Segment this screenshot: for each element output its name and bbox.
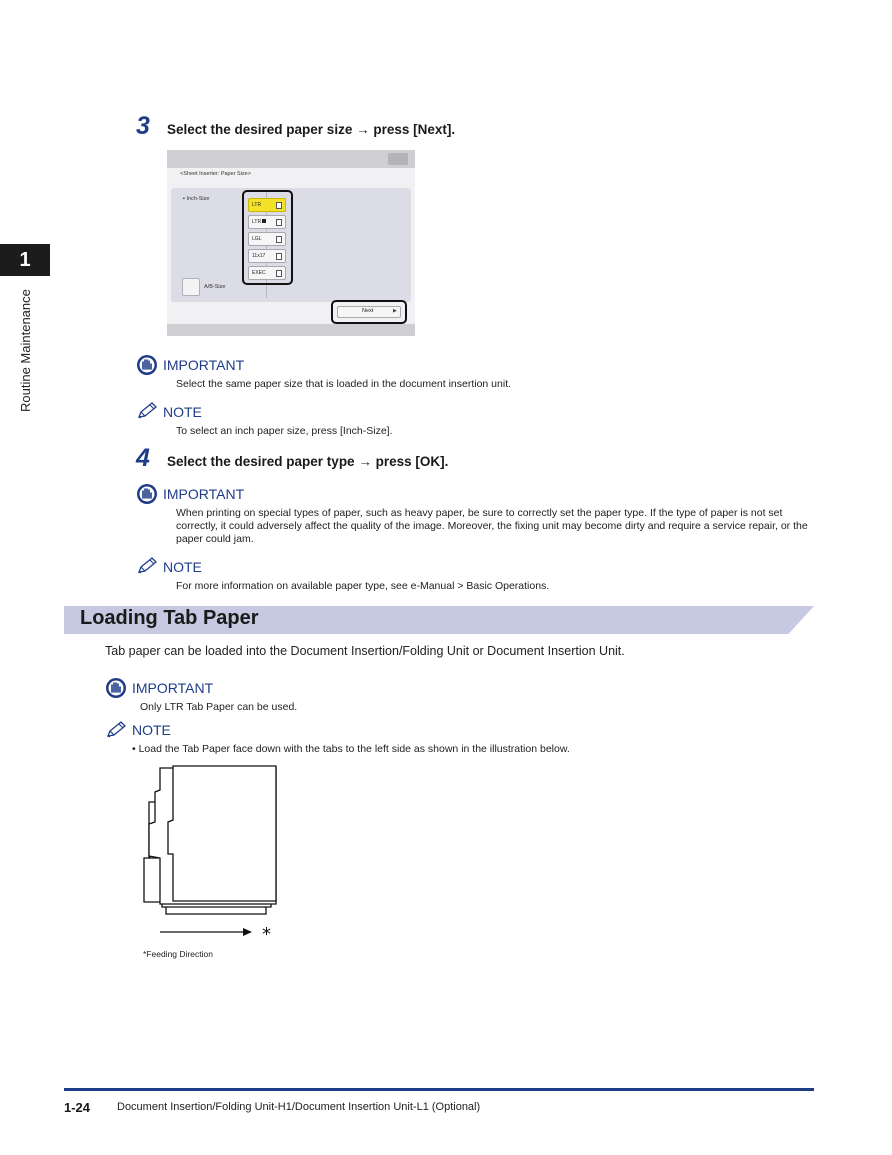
step-4-number: 4 (136, 444, 150, 472)
tab-paper-illustration (140, 762, 290, 947)
screen-title: <Sheet Inserter: Paper Size> (180, 171, 251, 177)
step-3-number: 3 (136, 112, 150, 140)
step-4-instruction: Select the desired paper type → press [OK]. (167, 454, 449, 469)
note-text: • Load the Tab Paper face down with the tabs to the left side as shown in the illustration below. (132, 743, 570, 755)
important-heading: IMPORTANT (163, 486, 245, 502)
screen-settings-button[interactable] (388, 153, 408, 165)
page-icon (276, 202, 282, 209)
ab-size-button[interactable] (182, 278, 200, 296)
important-text: When printing on special types of paper, such as heavy paper, be sure to correctly set the paper type. If the type of paper is not set correctly, it could adversely affect the quality of the image. Moreover, the fixing unit may become dirty and require a service repair, or the paper could jam. (176, 507, 808, 545)
feeding-arrow-head (243, 928, 252, 936)
screen-footer-bar (167, 324, 415, 336)
note-heading: NOTE (163, 559, 202, 575)
important-text: Select the same paper size that is loaded in the document insertion unit. (176, 378, 512, 390)
page-icon (276, 236, 282, 243)
step-3-instruction: Select the desired paper size → press [Next]. (167, 122, 456, 137)
important-heading: IMPORTANT (132, 680, 214, 696)
paper-size-lgl-button[interactable] (248, 232, 286, 246)
chapter-number-tab: 1 (0, 244, 50, 276)
note-pencil-icon (136, 556, 158, 576)
paper-size-list (242, 190, 293, 285)
footer-title: Document Insertion/Folding Unit-H1/Document Insertion Unit-L1 (Optional) (117, 1101, 481, 1113)
page-number: 1-24 (64, 1100, 91, 1115)
page-icon (276, 219, 282, 226)
note-pencil-icon (136, 401, 158, 421)
feeding-marker: * (262, 924, 271, 945)
illustration-caption: *Feeding Direction (143, 949, 213, 959)
paper-size-label: LTR (252, 219, 262, 225)
paper-size-screen (167, 150, 415, 336)
important-text: Only LTR Tab Paper can be used. (140, 701, 298, 713)
inch-size-button[interactable]: ▪ Inch-Size (183, 196, 210, 202)
paper-size-label: LTR (252, 202, 262, 208)
note-text: For more information on available paper type, see e-Manual > Basic Operations. (176, 580, 550, 592)
note-heading: NOTE (132, 722, 171, 738)
paper-size-exec-button[interactable] (248, 266, 286, 280)
section-intro: Tab paper can be loaded into the Document Insertion/Folding Unit or Document Insertion Unit. (105, 644, 625, 658)
next-button-highlight (331, 300, 407, 324)
paper-size-label: LGL (252, 236, 262, 242)
chapter-label: Routine Maintenance (18, 289, 33, 412)
page-icon (276, 270, 282, 277)
screen-header-bar (167, 150, 415, 168)
paper-size-11x17-button[interactable] (248, 249, 286, 263)
important-icon (136, 483, 158, 505)
note-text: To select an inch paper size, press [Inch-Size]. (176, 425, 393, 437)
next-label: Next (362, 308, 374, 314)
paper-size-ltr-button[interactable] (248, 198, 286, 212)
important-icon (136, 354, 158, 376)
ab-size-label: A/B-Size (204, 284, 226, 290)
paper-size-label: EXEC (252, 270, 266, 276)
rotate-icon (262, 219, 266, 223)
note-heading: NOTE (163, 404, 202, 420)
section-title: Loading Tab Paper (80, 607, 259, 629)
note-pencil-icon (105, 720, 127, 740)
footer-rule (64, 1088, 814, 1091)
important-heading: IMPORTANT (163, 357, 245, 373)
next-arrow-icon: ▶ (393, 308, 397, 314)
inch-size-label: Inch-Size (186, 196, 210, 202)
next-button[interactable] (337, 306, 401, 318)
page-icon (276, 253, 282, 260)
important-icon (105, 677, 127, 699)
paper-size-ltr-r-button[interactable] (248, 215, 286, 229)
paper-size-label: 11x17 (252, 253, 266, 259)
